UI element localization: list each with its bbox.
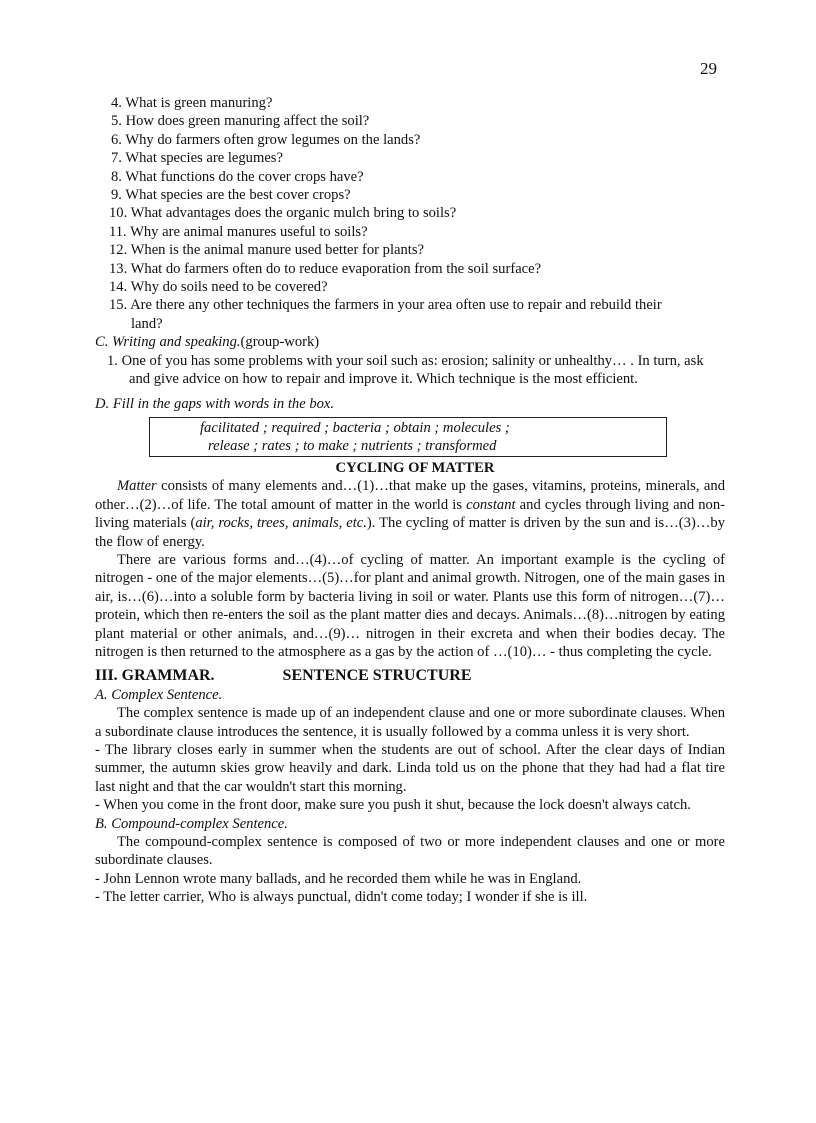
- word-box: [149, 417, 667, 457]
- section-c-heading: [95, 333, 725, 351]
- question-item: 13. What do farmers often do to reduce evaporation from the soil surface?: [109, 260, 542, 277]
- page-content: [95, 94, 725, 907]
- reading-paragraph-2: There are various forms and…(4)…of cycling of matter. An important example is the cycling of nitrogen - one of the major elements…(5)…for plant and animal growth. Nitrogen, one of the main gases in air, is…(6)…into a soluble form by bacteria living in soil or water. Plants use this form of nitrogen…(7)…protein, which then re-enters the soil as the plant matter dies and decays. Animals…(8)…nitrogen by eating plant material or other animals, and…(9)… nitrogen in their excreta and when their bodies decay. The nitrogen is then returned to the atmosphere as a gas by the action of …(10)… - thus completing the cycle.: [95, 551, 725, 660]
- reading-lead-word: Matter: [117, 478, 157, 495]
- reading-emphasis: constant: [466, 496, 516, 513]
- complex-sentence-text: The complex sentence is made up of an independent clause and one or more subordinate clauses. When a subordinate clause introduces the sentence, it is usually followed by a comma unless it is very short.: [95, 705, 725, 740]
- grammar-topic: SENTENCE STRUCTURE: [282, 667, 472, 685]
- grammar-section-title: III. GRAMMAR.: [95, 667, 215, 685]
- section-d-label: D. Fill in the gaps with words in the box.: [95, 395, 335, 412]
- question-item: 7. What species are legumes?: [111, 150, 283, 167]
- compound-complex-example: - John Lennon wrote many ballads, and he recorded them while he was in England.: [95, 870, 582, 887]
- word-box-row: facilitated ; required ; bacteria ; obtain ; molecules ;: [200, 419, 510, 436]
- page-number: 29: [700, 59, 717, 78]
- reading-text: ). The cycling of matter is driven by the sun and is…(3)…by the flow of energy.: [95, 515, 726, 550]
- word-box-row: release ; rates ; to make ; nutrients ; transformed: [208, 437, 497, 454]
- question-item: 11. Why are animal manures useful to soils?: [109, 223, 368, 240]
- complex-sentence-example: - The library closes early in summer when the students are out of school. After the clear days of Indian summer, the autumn skies grow heavily and dark. Linda told us on the phone that they had had a flat tire last night and that the car wouldn't start this morning.: [95, 742, 725, 795]
- reading-text: and cycles through living and non-living materials (: [95, 496, 726, 532]
- question-item: 4. What is green manuring?: [111, 95, 273, 111]
- reading-text: consists of many elements and…(1)…that make up the gases, vitamins, proteins, minerals, and other…(2)…of life. The total amount of matter in the world is: [95, 478, 725, 513]
- section-c-task: 1. One of you has some problems with your soil such as: erosion; salinity or unhealthy… . In turn, ask and give advice on how to repair and improve it. Which technique is the most efficient.: [107, 352, 704, 388]
- question-item: 5. How does green manuring affect the soil?: [111, 113, 370, 130]
- reading-title: CYCLING OF MATTER: [335, 459, 495, 476]
- section-c-label: C. Writing and speaking.: [95, 334, 241, 351]
- compound-complex-label: B. Compound-complex Sentence.: [95, 815, 288, 832]
- compound-complex-example: - The letter carrier, Who is always punctual, didn't come today; I wonder if she is ill.: [95, 889, 588, 906]
- question-item: 10. What advantages does the organic mulch bring to soils?: [109, 205, 457, 222]
- question-item: 12. When is the animal manure used better for plants?: [109, 242, 425, 259]
- compound-complex-text: The compound-complex sentence is composed of two or more independent clauses and one or more subordinate clauses.: [95, 834, 725, 869]
- complex-sentence-label: A. Complex Sentence.: [95, 686, 223, 703]
- complex-sentence-example: - When you come in the front door, make sure you push it shut, because the lock doesn't always catch.: [95, 797, 691, 814]
- question-item: 6. Why do farmers often grow legumes on the lands?: [111, 131, 421, 148]
- reading-paragraph-1: [95, 477, 725, 551]
- grammar-heading: [95, 667, 725, 685]
- section-c-note: (group-work): [240, 334, 320, 351]
- question-list: [95, 94, 725, 333]
- question-item: 15. Are there any other techniques the farmers in your area often use to repair and rebuild their land?: [109, 297, 662, 332]
- question-item: 14. Why do soils need to be covered?: [109, 279, 328, 296]
- question-item: 9. What species are the best cover crops?: [111, 187, 351, 204]
- question-item: 8. What functions do the cover crops have?: [111, 168, 364, 185]
- reading-emphasis: air, rocks, trees, animals, etc.: [195, 515, 367, 532]
